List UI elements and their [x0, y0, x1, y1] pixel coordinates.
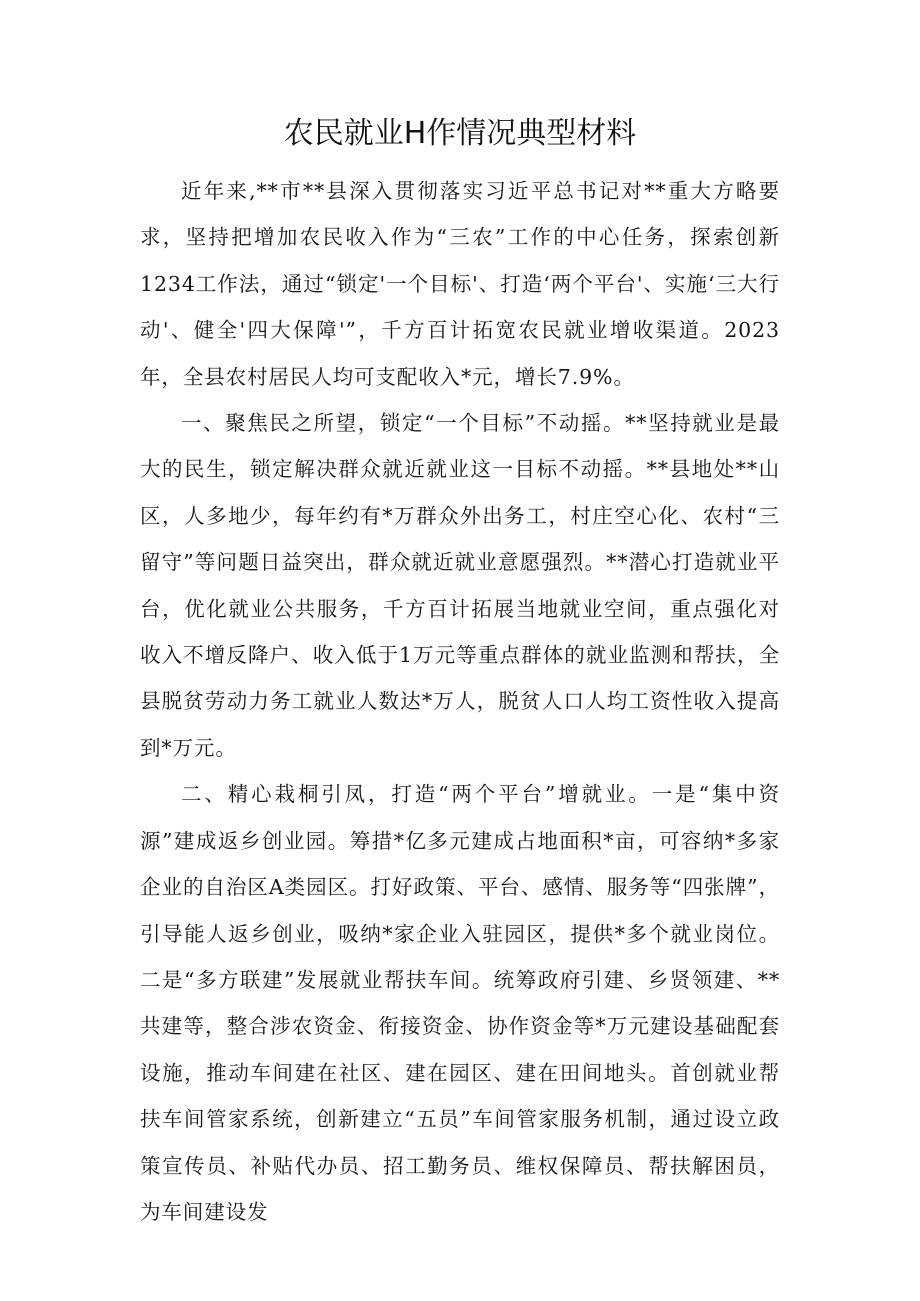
document-body [140, 168, 780, 1235]
paragraph-section-two: 二、精心栽桐引凤，打造“两个平台”增就业。一是“集中资源”建成返乡创业园。筹措*亿多元建成占地面积*亩，可容纳*多家企业的自治区A类园区。打好政策、平台、感情、服务等“四张牌”，引导能人返乡创业，吸纳*家企业入驻园区，提供*多个就业岗位。二是“多方联建”发展就业帮扶车间。统筹政府引建、乡贤领建、**共建等，整合涉农资金、衔接资金、协作资金等*万元建设基础配套设施，推动车间建在社区、建在园区、建在田间地头。首创就业帮扶车间管家系统，创新建立“五员”车间管家服务机制，通过设立政策宣传员、补贴代办员、招工勤务员、维权保障员、帮扶解困员，为车间建设发 [140, 782, 780, 1224]
document-title: 农民就业H作情况典型材料 [283, 116, 637, 151]
paragraph-intro: 近年来,**市**县深入贯彻落实习近平总书记对**重大方略要求，坚持把增加农民收入作为“三农”工作的中心任务，探索创新1234工作法，通过“锁定'一个目标'、打造‘两个平台'、实施‘三大行动'、健全'四大保障'”，千方百计拓宽农民就业增收渠道。2023年，全县农村居民人均可支配收入*元，增长7.9%。 [140, 179, 780, 389]
paragraph-section-one: 一、聚焦民之所望，锁定“一个目标”不动摇。**坚持就业是最大的民生，锁定解决群众就近就业这一目标不动摇。**县地处**山区，人多地少，每年约有*万群众外出务工，村庄空心化、农村“三留守”等问题日益突出，群众就近就业意愿强烈。**潜心打造就业平台，优化就业公共服务，千方百计拓展当地就业空间，重点强化对收入不增反降户、收入低于1万元等重点群体的就业监测和帮扶，全县脱贫劳动力务工就业人数达*万人，脱贫人口人均工资性收入提高到*万元。 [140, 411, 780, 760]
